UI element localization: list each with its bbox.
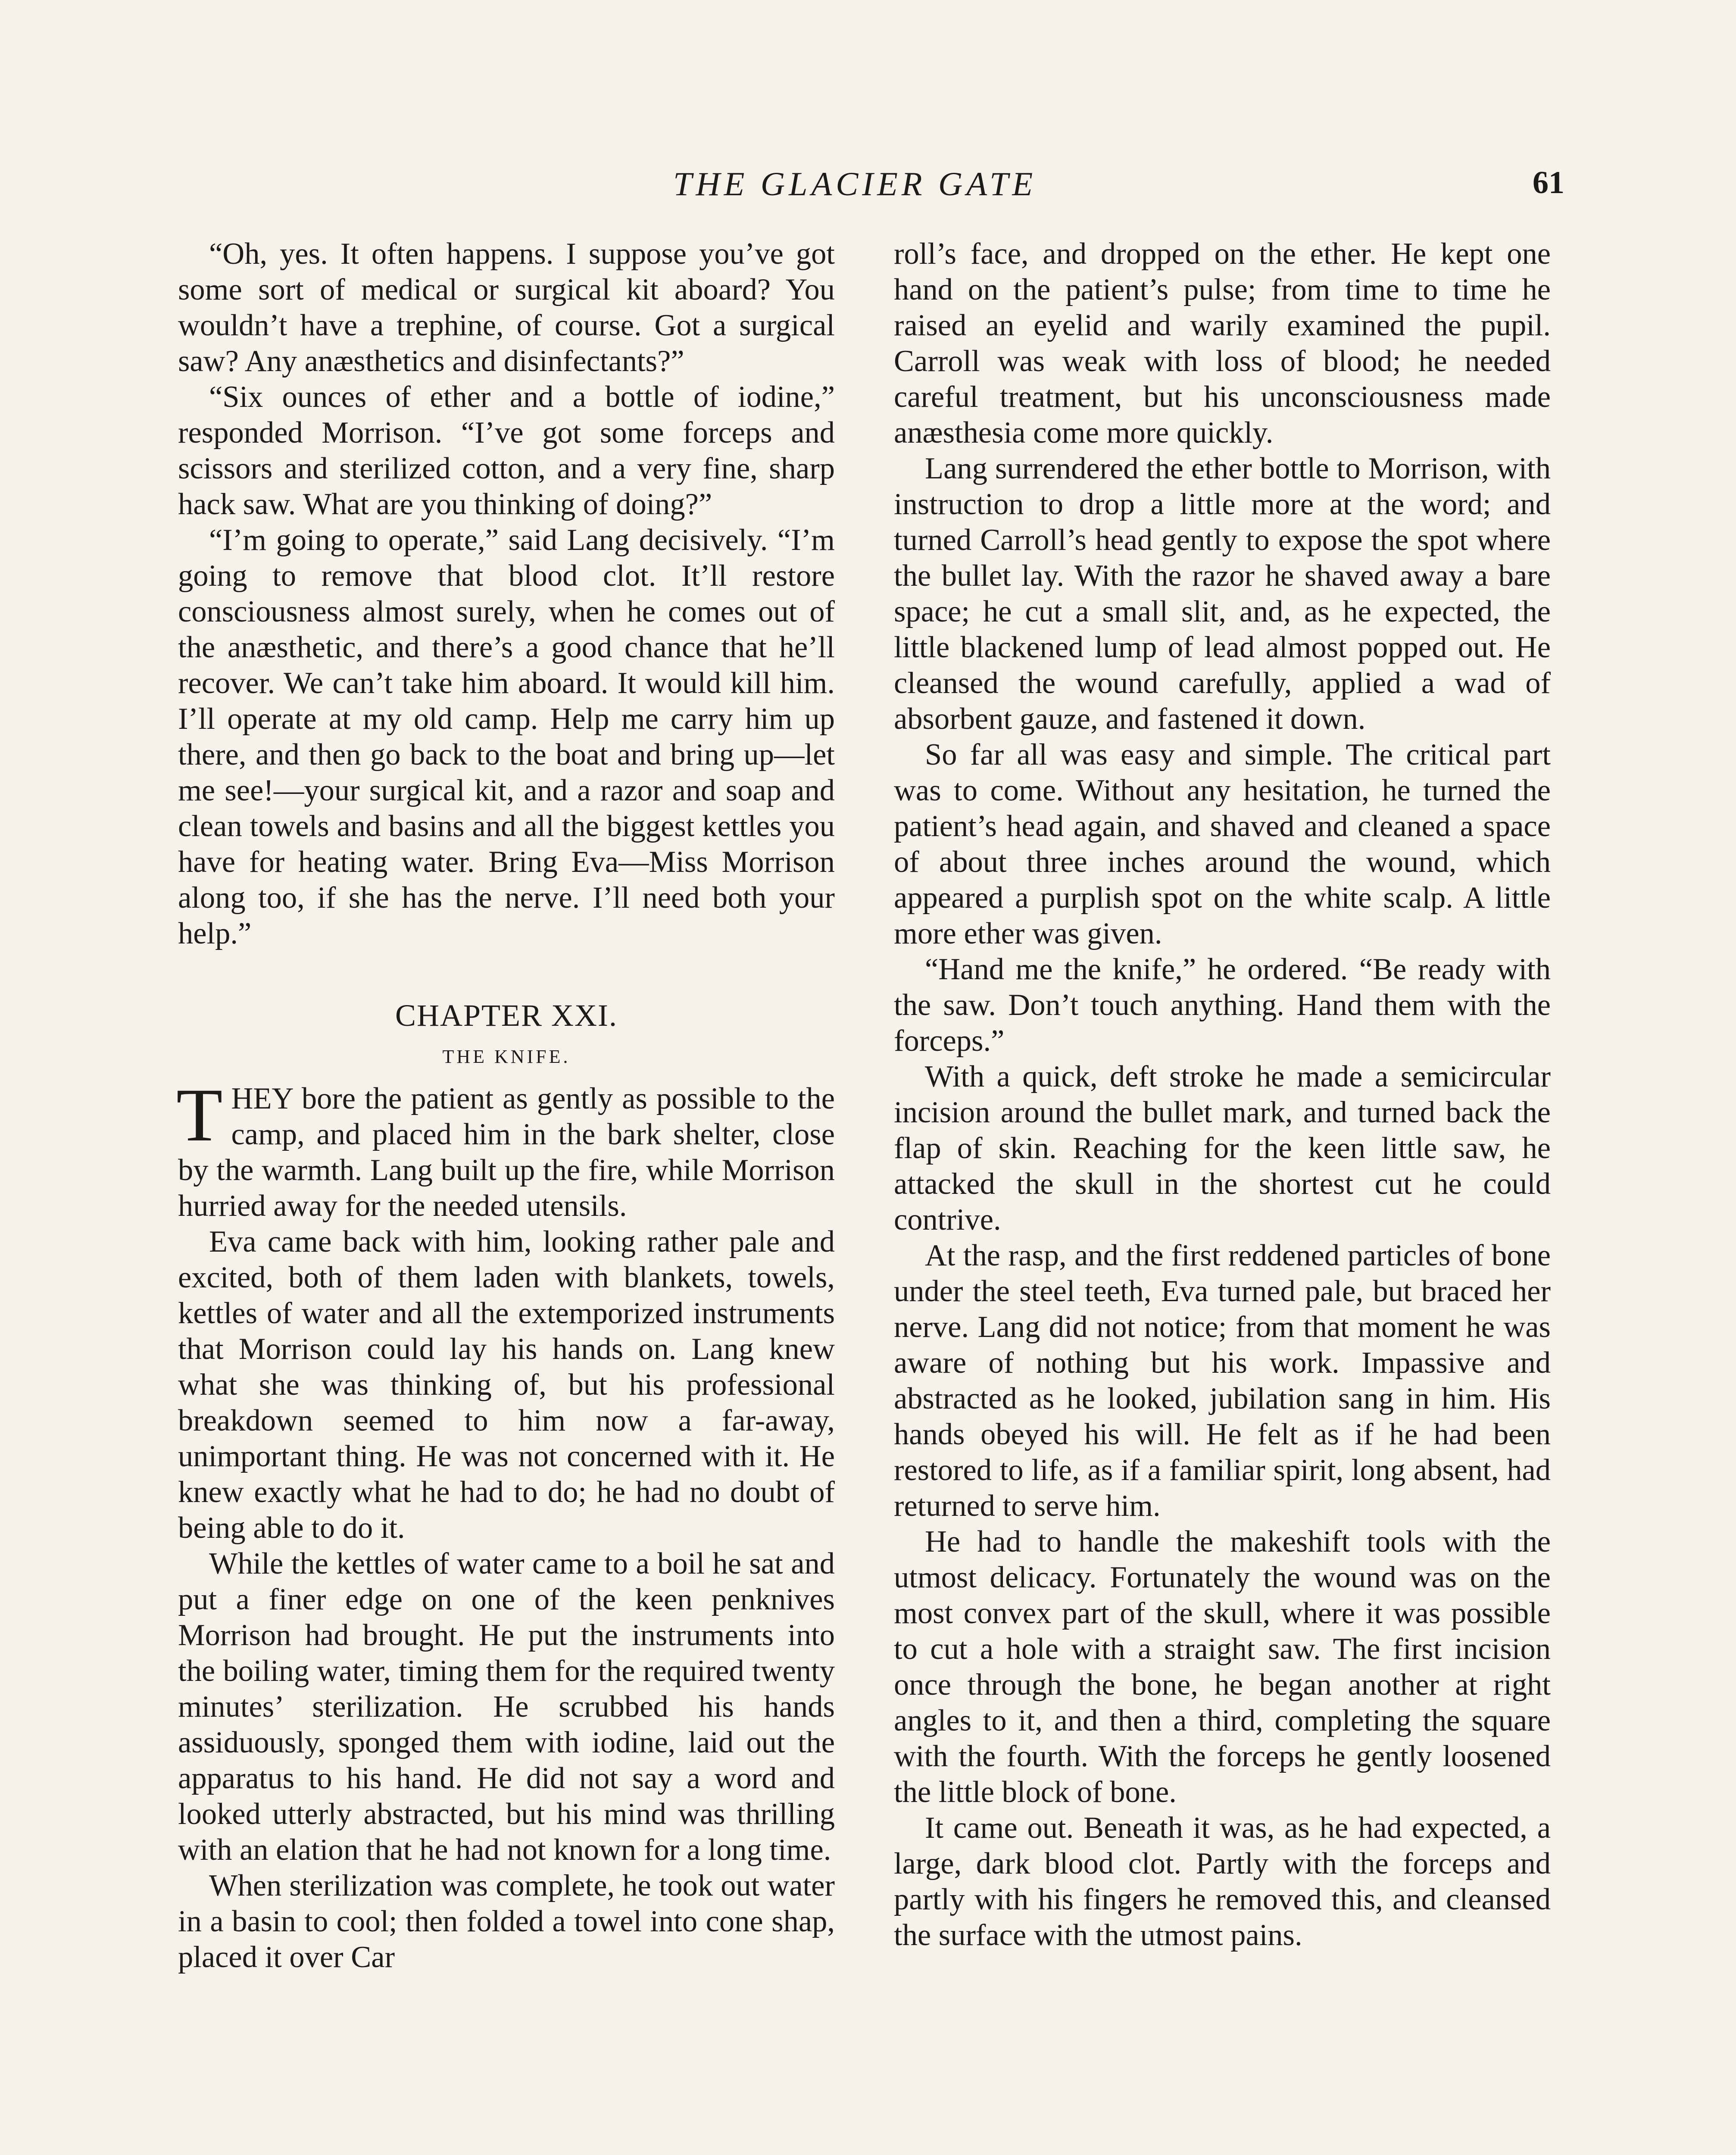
paragraph: It came out. Beneath it was, as he had expected, a large, dark blood clot. Partly with the forceps and partly with his fingers he removed this, and cleansed the surface with the utmost pains. <box>894 1811 1551 1952</box>
paragraph: roll’s face, and dropped on the ether. He kept one hand on the patient’s pulse; from time to time he raised an eyelid and warily examined the pupil. Carroll was weak with loss of blood; he needed careful treatment, but his unconsciousness made anæsthesia come more quickly. <box>894 237 1551 450</box>
paragraph: At the rasp, and the first reddened particles of bone under the steel teeth, Eva turned pale, but braced her nerve. Lang did not notice; from that moment he was aware of nothing but his work. Impassive and abstracted as he looked, jubilation sang in him. His hands obeyed his will. He felt as if he had been restored to life, as if a familiar spirit, long absent, had returned to serve him. <box>894 1239 1551 1523</box>
left-column <box>178 236 835 1975</box>
opening-paragraph-text: HEY bore the patient as gently as possible to the camp, and placed him in the bark shelter, close by the warmth. Lang built up the fire, while Morrison hurried away for the needed utensils. <box>178 1082 835 1223</box>
running-title: THE GLACIER GATE <box>673 165 1037 203</box>
chapter-heading: CHAPTER XXI. <box>395 998 618 1033</box>
paragraph: When sterilization was complete, he took out water in a basin to cool; then folded a towel into cone shap, placed it over Car <box>178 1869 835 1974</box>
paragraph: “Hand me the knife,” he ordered. “Be ready with the saw. Don’t touch anything. Hand them with the forceps.” <box>894 953 1551 1058</box>
paragraph: Eva came back with him, looking rather pale and excited, both of them laden with blankets, towels, kettles of water and all the extemporized instruments that Morrison could lay his hands on. Lang knew what she was thinking of, but his professional breakdown seemed to him now a far-away, unimportant thing. He was not concerned with it. He knew exactly what he had to do; he had no doubt of being able to do it. <box>178 1225 835 1545</box>
paragraph: With a quick, deft stroke he made a semicircular incision around the bullet mark, and turned back the flap of skin. Reaching for the keen little saw, he attacked the skull in the shortest cut he could contrive. <box>894 1060 1551 1237</box>
paragraph: “Six ounces of ether and a bottle of iodine,” responded Morrison. “I’ve got some forceps and scissors and sterilized cotton, and a very fine, sharp hack saw. What are you thinking of doing?” <box>178 380 835 521</box>
paragraph: While the kettles of water came to a boil he sat and put a finer edge on one of the keen penknives Morrison had brought. He put the instruments into the boiling water, timing them for the required twenty minutes’ sterilization. He scrubbed his hands assiduously, sponged them with iodine, laid out the apparatus to his hand. He did not say a word and looked utterly abstracted, but his mind was thrilling with an elation that he had not known for a long time. <box>178 1547 835 1867</box>
paragraph: Lang surrendered the ether bottle to Morrison, with instruction to drop a little more at the word; and turned Carroll’s head gently to expose the spot where the bullet lay. With the razor he shaved away a bare space; he cut a small slit, and, as he expected, the little blackened lump of lead almost popped out. He cleansed the wound carefully, applied a wad of absorbent gauze, and fastened it down. <box>894 452 1551 736</box>
running-header <box>0 165 1736 203</box>
chapter-subtitle: THE KNIFE. <box>442 1046 571 1067</box>
paragraph: “I’m going to operate,” said Lang decisively. “I’m going to remove that blood clot. It’ll restore consciousness almost surely, when he comes out of the anæsthetic, and there’s a good chance that he’ll recover. We can’t take him aboard. It would kill him. I’ll operate at my old camp. Help me carry him up there, and then go back to the boat and bring up—let me see!—your surgical kit, and a razor and soap and clean towels and basins and all the biggest kettles you have for heating water. Bring Eva—Miss Morrison along too, if she has the nerve. I’ll need both your help.” <box>178 523 835 950</box>
paragraph: “Oh, yes. It often happens. I suppose you’ve got some sort of medical or surgical kit aboard? You wouldn’t have a trephine, of course. Got a surgical saw? Any anæsthetics and disinfectants?” <box>178 237 835 378</box>
opening-paragraph <box>176 1073 835 1224</box>
drop-cap: T <box>176 1073 223 1157</box>
page-number: 61 <box>1533 165 1564 200</box>
paragraph: So far all was easy and simple. The critical part was to come. Without any hesitation, he turned the patient’s head again, and shaved and cleaned a space of about three inches around the wound, which appeared a purplish spot on the white scalp. A little more ether was given. <box>894 738 1551 950</box>
right-column <box>894 236 1551 1953</box>
paragraph: He had to handle the makeshift tools with the utmost delicacy. Fortunately the wound was on the most convex part of the skull, where it was possible to cut a hole with a straight saw. The first incision once through the bone, he began another at right angles to it, and then a third, completing the square with the fourth. With the forceps he gently loosened the little block of bone. <box>894 1525 1551 1809</box>
